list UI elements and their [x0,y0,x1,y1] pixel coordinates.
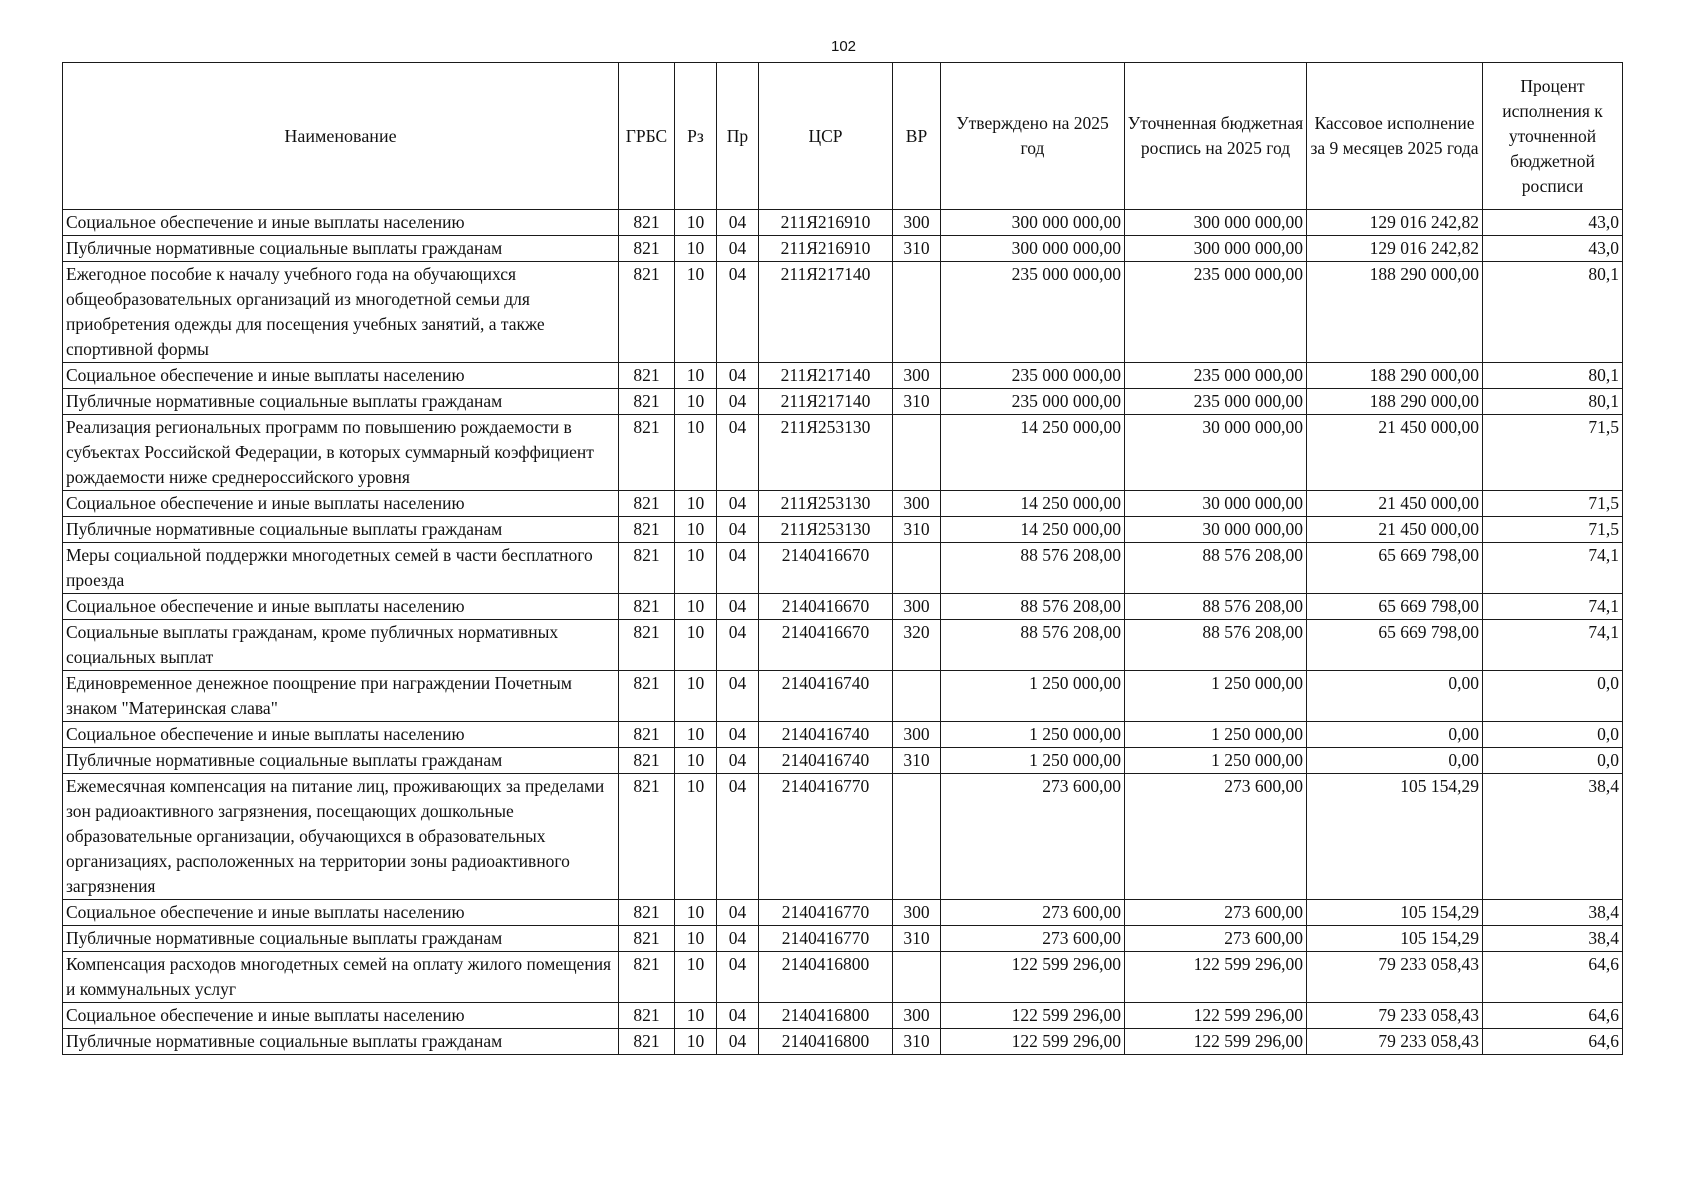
cell-vr [893,774,941,900]
table-row [63,236,1623,262]
cell-pr: 04 [717,210,759,236]
cell-vr [893,952,941,1003]
table-row [63,491,1623,517]
cell-approved: 273 600,00 [941,900,1125,926]
cell-csr: 211Я253130 [759,415,893,491]
cell-csr: 211Я217140 [759,363,893,389]
cell-percent: 38,4 [1483,926,1623,952]
cell-cash: 65 669 798,00 [1307,620,1483,671]
header-pr: Пр [717,63,759,210]
cell-name: Публичные нормативные социальные выплаты гражданам [63,748,619,774]
cell-percent: 71,5 [1483,491,1623,517]
cell-rz: 10 [675,389,717,415]
cell-name: Социальное обеспечение и иные выплаты населению [63,491,619,517]
cell-rz: 10 [675,262,717,363]
cell-pr: 04 [717,1029,759,1055]
cell-cash: 129 016 242,82 [1307,210,1483,236]
cell-vr: 300 [893,594,941,620]
cell-grbs: 821 [619,722,675,748]
table-row [63,594,1623,620]
cell-refined: 273 600,00 [1125,774,1307,900]
cell-csr: 211Я217140 [759,389,893,415]
cell-rz: 10 [675,952,717,1003]
cell-refined: 122 599 296,00 [1125,1003,1307,1029]
cell-percent: 71,5 [1483,517,1623,543]
cell-name: Публичные нормативные социальные выплаты гражданам [63,926,619,952]
cell-cash: 21 450 000,00 [1307,415,1483,491]
cell-name: Публичные нормативные социальные выплаты гражданам [63,236,619,262]
cell-pr: 04 [717,900,759,926]
cell-vr: 300 [893,722,941,748]
table-row [63,748,1623,774]
cell-refined: 1 250 000,00 [1125,671,1307,722]
cell-pr: 04 [717,774,759,900]
cell-approved: 122 599 296,00 [941,1029,1125,1055]
cell-approved: 88 576 208,00 [941,543,1125,594]
cell-cash: 188 290 000,00 [1307,389,1483,415]
cell-pr: 04 [717,389,759,415]
cell-vr [893,415,941,491]
cell-csr: 2140416800 [759,1029,893,1055]
cell-refined: 88 576 208,00 [1125,620,1307,671]
cell-refined: 300 000 000,00 [1125,236,1307,262]
cell-percent: 80,1 [1483,389,1623,415]
cell-refined: 88 576 208,00 [1125,543,1307,594]
cell-rz: 10 [675,415,717,491]
cell-vr [893,262,941,363]
cell-name: Меры социальной поддержки многодетных семей в части бесплатного проезда [63,543,619,594]
table-row [63,926,1623,952]
cell-pr: 04 [717,926,759,952]
cell-approved: 235 000 000,00 [941,363,1125,389]
table-row [63,517,1623,543]
cell-pr: 04 [717,363,759,389]
cell-rz: 10 [675,748,717,774]
cell-csr: 2140416670 [759,620,893,671]
cell-csr: 211Я216910 [759,210,893,236]
header-cash: Кассовое исполнение за 9 месяцев 2025 года [1307,63,1483,210]
cell-approved: 273 600,00 [941,774,1125,900]
cell-grbs: 821 [619,774,675,900]
cell-cash: 65 669 798,00 [1307,543,1483,594]
header-percent: Процент исполнения к уточненной бюджетной росписи [1483,63,1623,210]
cell-refined: 235 000 000,00 [1125,262,1307,363]
cell-cash: 105 154,29 [1307,774,1483,900]
cell-percent: 71,5 [1483,415,1623,491]
cell-vr: 310 [893,926,941,952]
cell-grbs: 821 [619,620,675,671]
cell-percent: 0,0 [1483,748,1623,774]
cell-csr: 211Я253130 [759,491,893,517]
cell-name: Социальное обеспечение и иные выплаты населению [63,1003,619,1029]
header-grbs: ГРБС [619,63,675,210]
cell-grbs: 821 [619,926,675,952]
cell-cash: 79 233 058,43 [1307,952,1483,1003]
page-number: 102 [830,38,857,55]
cell-pr: 04 [717,517,759,543]
table-row [63,671,1623,722]
cell-refined: 122 599 296,00 [1125,1029,1307,1055]
cell-pr: 04 [717,262,759,363]
cell-grbs: 821 [619,389,675,415]
cell-name: Социальное обеспечение и иные выплаты населению [63,363,619,389]
cell-vr [893,671,941,722]
cell-grbs: 821 [619,491,675,517]
cell-cash: 129 016 242,82 [1307,236,1483,262]
cell-rz: 10 [675,722,717,748]
cell-cash: 79 233 058,43 [1307,1029,1483,1055]
cell-cash: 21 450 000,00 [1307,491,1483,517]
cell-vr [893,543,941,594]
cell-vr: 310 [893,748,941,774]
cell-name: Социальное обеспечение и иные выплаты населению [63,900,619,926]
cell-cash: 188 290 000,00 [1307,363,1483,389]
cell-pr: 04 [717,620,759,671]
cell-approved: 122 599 296,00 [941,1003,1125,1029]
cell-approved: 88 576 208,00 [941,594,1125,620]
cell-approved: 1 250 000,00 [941,748,1125,774]
cell-vr: 300 [893,491,941,517]
cell-approved: 235 000 000,00 [941,389,1125,415]
cell-refined: 1 250 000,00 [1125,748,1307,774]
cell-rz: 10 [675,671,717,722]
cell-grbs: 821 [619,363,675,389]
table-row [63,1003,1623,1029]
cell-grbs: 821 [619,900,675,926]
cell-pr: 04 [717,722,759,748]
cell-percent: 74,1 [1483,620,1623,671]
cell-grbs: 821 [619,236,675,262]
cell-csr: 2140416800 [759,952,893,1003]
table-body [63,210,1623,1055]
cell-name: Компенсация расходов многодетных семей на оплату жилого помещения и коммунальных услуг [63,952,619,1003]
cell-pr: 04 [717,543,759,594]
cell-vr: 310 [893,236,941,262]
cell-refined: 273 600,00 [1125,900,1307,926]
cell-csr: 211Я253130 [759,517,893,543]
cell-pr: 04 [717,415,759,491]
cell-cash: 105 154,29 [1307,900,1483,926]
table-row [63,389,1623,415]
cell-cash: 65 669 798,00 [1307,594,1483,620]
table-row [63,900,1623,926]
cell-refined: 30 000 000,00 [1125,517,1307,543]
cell-rz: 10 [675,1029,717,1055]
cell-rz: 10 [675,543,717,594]
cell-rz: 10 [675,517,717,543]
cell-cash: 105 154,29 [1307,926,1483,952]
cell-percent: 0,0 [1483,671,1623,722]
table-row [63,774,1623,900]
header-csr: ЦСР [759,63,893,210]
table-row [63,415,1623,491]
cell-refined: 235 000 000,00 [1125,389,1307,415]
cell-vr: 310 [893,1029,941,1055]
cell-percent: 38,4 [1483,774,1623,900]
cell-vr: 310 [893,517,941,543]
cell-percent: 80,1 [1483,363,1623,389]
cell-pr: 04 [717,491,759,517]
cell-name: Ежемесячная компенсация на питание лиц, проживающих за пределами зон радиоактивного загрязнения, посещающих дошкольные образовательные организации, обучающихся в образовательных организациях, расположенных на территории зоны радиоактивного загрязнения [63,774,619,900]
cell-percent: 64,6 [1483,952,1623,1003]
cell-rz: 10 [675,491,717,517]
cell-approved: 300 000 000,00 [941,236,1125,262]
cell-pr: 04 [717,236,759,262]
cell-refined: 122 599 296,00 [1125,952,1307,1003]
cell-name: Социальное обеспечение и иные выплаты населению [63,722,619,748]
cell-grbs: 821 [619,543,675,594]
cell-refined: 30 000 000,00 [1125,415,1307,491]
cell-grbs: 821 [619,594,675,620]
cell-approved: 235 000 000,00 [941,262,1125,363]
cell-name: Ежегодное пособие к началу учебного года на обучающихся общеобразовательных организаций из многодетной семьи для приобретения одежды для посещения учебных занятий, а также спортивной формы [63,262,619,363]
table-row [63,543,1623,594]
cell-approved: 14 250 000,00 [941,517,1125,543]
header-refined: Уточненная бюджетная роспись на 2025 год [1125,63,1307,210]
cell-approved: 14 250 000,00 [941,491,1125,517]
cell-refined: 235 000 000,00 [1125,363,1307,389]
cell-grbs: 821 [619,952,675,1003]
cell-percent: 38,4 [1483,900,1623,926]
cell-rz: 10 [675,926,717,952]
cell-refined: 273 600,00 [1125,926,1307,952]
cell-rz: 10 [675,236,717,262]
table-row [63,210,1623,236]
cell-csr: 2140416770 [759,926,893,952]
cell-csr: 2140416770 [759,900,893,926]
cell-csr: 2140416740 [759,748,893,774]
cell-csr: 2140416740 [759,722,893,748]
cell-grbs: 821 [619,517,675,543]
cell-percent: 43,0 [1483,210,1623,236]
cell-cash: 79 233 058,43 [1307,1003,1483,1029]
cell-approved: 300 000 000,00 [941,210,1125,236]
cell-percent: 74,1 [1483,543,1623,594]
cell-grbs: 821 [619,210,675,236]
cell-refined: 88 576 208,00 [1125,594,1307,620]
cell-refined: 1 250 000,00 [1125,722,1307,748]
cell-refined: 300 000 000,00 [1125,210,1307,236]
cell-name: Социальное обеспечение и иные выплаты населению [63,594,619,620]
header-rz: Рз [675,63,717,210]
cell-pr: 04 [717,952,759,1003]
header-name: Наименование [63,63,619,210]
cell-percent: 80,1 [1483,262,1623,363]
cell-rz: 10 [675,774,717,900]
cell-percent: 0,0 [1483,722,1623,748]
cell-pr: 04 [717,671,759,722]
cell-name: Социальное обеспечение и иные выплаты населению [63,210,619,236]
cell-refined: 30 000 000,00 [1125,491,1307,517]
cell-cash: 21 450 000,00 [1307,517,1483,543]
cell-rz: 10 [675,1003,717,1029]
cell-name: Публичные нормативные социальные выплаты гражданам [63,517,619,543]
cell-cash: 0,00 [1307,722,1483,748]
table-row [63,262,1623,363]
header-approved: Утверждено на 2025 год [941,63,1125,210]
cell-pr: 04 [717,594,759,620]
table-header-row [63,63,1623,210]
table-row [63,1029,1623,1055]
cell-grbs: 821 [619,748,675,774]
cell-grbs: 821 [619,262,675,363]
cell-grbs: 821 [619,415,675,491]
cell-vr: 320 [893,620,941,671]
cell-pr: 04 [717,1003,759,1029]
header-vr: ВР [893,63,941,210]
cell-vr: 300 [893,210,941,236]
cell-name: Единовременное денежное поощрение при награждении Почетным знаком "Материнская слава" [63,671,619,722]
table-row [63,722,1623,748]
cell-rz: 10 [675,210,717,236]
cell-vr: 300 [893,1003,941,1029]
cell-csr: 2140416770 [759,774,893,900]
cell-percent: 74,1 [1483,594,1623,620]
cell-percent: 64,6 [1483,1003,1623,1029]
cell-percent: 43,0 [1483,236,1623,262]
cell-name: Публичные нормативные социальные выплаты гражданам [63,1029,619,1055]
budget-table [62,62,1623,1055]
cell-vr: 310 [893,389,941,415]
table-row [63,952,1623,1003]
cell-vr: 300 [893,363,941,389]
cell-approved: 14 250 000,00 [941,415,1125,491]
cell-pr: 04 [717,748,759,774]
cell-approved: 1 250 000,00 [941,722,1125,748]
cell-rz: 10 [675,363,717,389]
cell-approved: 122 599 296,00 [941,952,1125,1003]
cell-cash: 188 290 000,00 [1307,262,1483,363]
cell-name: Публичные нормативные социальные выплаты гражданам [63,389,619,415]
cell-rz: 10 [675,594,717,620]
cell-rz: 10 [675,620,717,671]
cell-grbs: 821 [619,1029,675,1055]
cell-csr: 2140416670 [759,594,893,620]
cell-approved: 88 576 208,00 [941,620,1125,671]
cell-grbs: 821 [619,1003,675,1029]
cell-csr: 2140416800 [759,1003,893,1029]
cell-approved: 1 250 000,00 [941,671,1125,722]
cell-rz: 10 [675,900,717,926]
cell-csr: 211Я216910 [759,236,893,262]
table-row [63,620,1623,671]
table-row [63,363,1623,389]
cell-vr: 300 [893,900,941,926]
cell-name: Реализация региональных программ по повышению рождаемости в субъектах Российской Федерации, в которых суммарный коэффициент рождаемости ниже среднероссийского уровня [63,415,619,491]
cell-cash: 0,00 [1307,671,1483,722]
cell-approved: 273 600,00 [941,926,1125,952]
cell-cash: 0,00 [1307,748,1483,774]
cell-name: Социальные выплаты гражданам, кроме публичных нормативных социальных выплат [63,620,619,671]
cell-grbs: 821 [619,671,675,722]
cell-csr: 2140416740 [759,671,893,722]
cell-csr: 2140416670 [759,543,893,594]
cell-percent: 64,6 [1483,1029,1623,1055]
cell-csr: 211Я217140 [759,262,893,363]
